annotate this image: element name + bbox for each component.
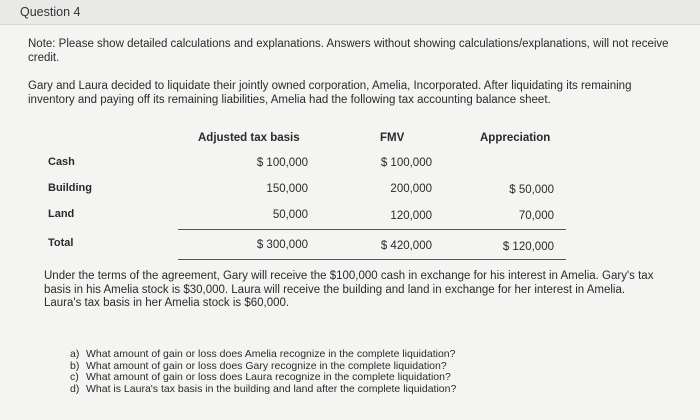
question-marker: c) xyxy=(70,371,79,383)
cell-land-basis: 50,000 xyxy=(272,209,308,221)
question-item xyxy=(70,384,456,396)
question-title: Question 4 xyxy=(20,5,81,19)
question-text: What amount of gain or loss does Gary recognize in the complete liquidation? xyxy=(86,359,447,372)
note-paragraph: Note: Please show detailed calculations and explanations. Answers without showing calculations/explanations, will not receive credit. xyxy=(28,38,669,64)
cell-total-fmv: $ 420,000 xyxy=(380,240,432,252)
header-fmv: FMV xyxy=(380,132,405,144)
cell-land-fmv: 120,000 xyxy=(390,210,432,222)
terms-paragraph: Under the terms of the agreement, Gary will receive the $100,000 cash in exchange for his interest in Amelia. Gary's tax basis in his Amelia stock is $30,000. Laura will receive the building and land in exchange for her interest in Amelia. Laura's tax basis in her Amelia stock is $60,000. xyxy=(44,270,654,309)
row-label-land: Land xyxy=(48,208,75,220)
row-label-cash: Cash xyxy=(48,156,75,168)
question-text: What amount of gain or loss does Laura recognize in the complete liquidation? xyxy=(86,371,451,383)
cell-total-basis: $ 300,000 xyxy=(256,239,308,251)
question-text: What amount of gain or loss does Amelia recognize in the complete liquidation? xyxy=(86,348,456,360)
question-text: What is Laura's tax basis in the building and land after the complete liquidation? xyxy=(86,382,457,395)
question-header xyxy=(0,0,700,25)
cell-building-appreciation: $ 50,000 xyxy=(509,184,554,196)
total-bottom-rule xyxy=(178,259,566,260)
cell-total-appreciation: $ 120,000 xyxy=(502,241,554,253)
question-list xyxy=(70,349,456,395)
cell-land-appreciation: 70,000 xyxy=(518,210,554,222)
question-marker: b) xyxy=(70,359,80,372)
question-marker: a) xyxy=(70,348,80,360)
question-marker: d) xyxy=(70,382,80,395)
row-label-building: Building xyxy=(48,182,92,194)
cell-cash-basis: $ 100,000 xyxy=(256,157,308,169)
intro-paragraph: Gary and Laura decided to liquidate their jointly owned corporation, Amelia, Incorporated. After liquidating its remaining inventory and paying off its remaining liabilities, Amelia had the following tax accounting balance sheet. xyxy=(28,80,632,106)
cell-building-fmv: 200,000 xyxy=(390,183,432,195)
cell-cash-fmv: $ 100,000 xyxy=(380,157,432,169)
cell-building-basis: 150,000 xyxy=(266,183,308,195)
row-label-total: Total xyxy=(48,237,74,249)
header-adjusted-tax-basis: Adjusted tax basis xyxy=(198,132,300,144)
header-appreciation: Appreciation xyxy=(480,132,551,144)
total-top-rule xyxy=(178,229,566,230)
